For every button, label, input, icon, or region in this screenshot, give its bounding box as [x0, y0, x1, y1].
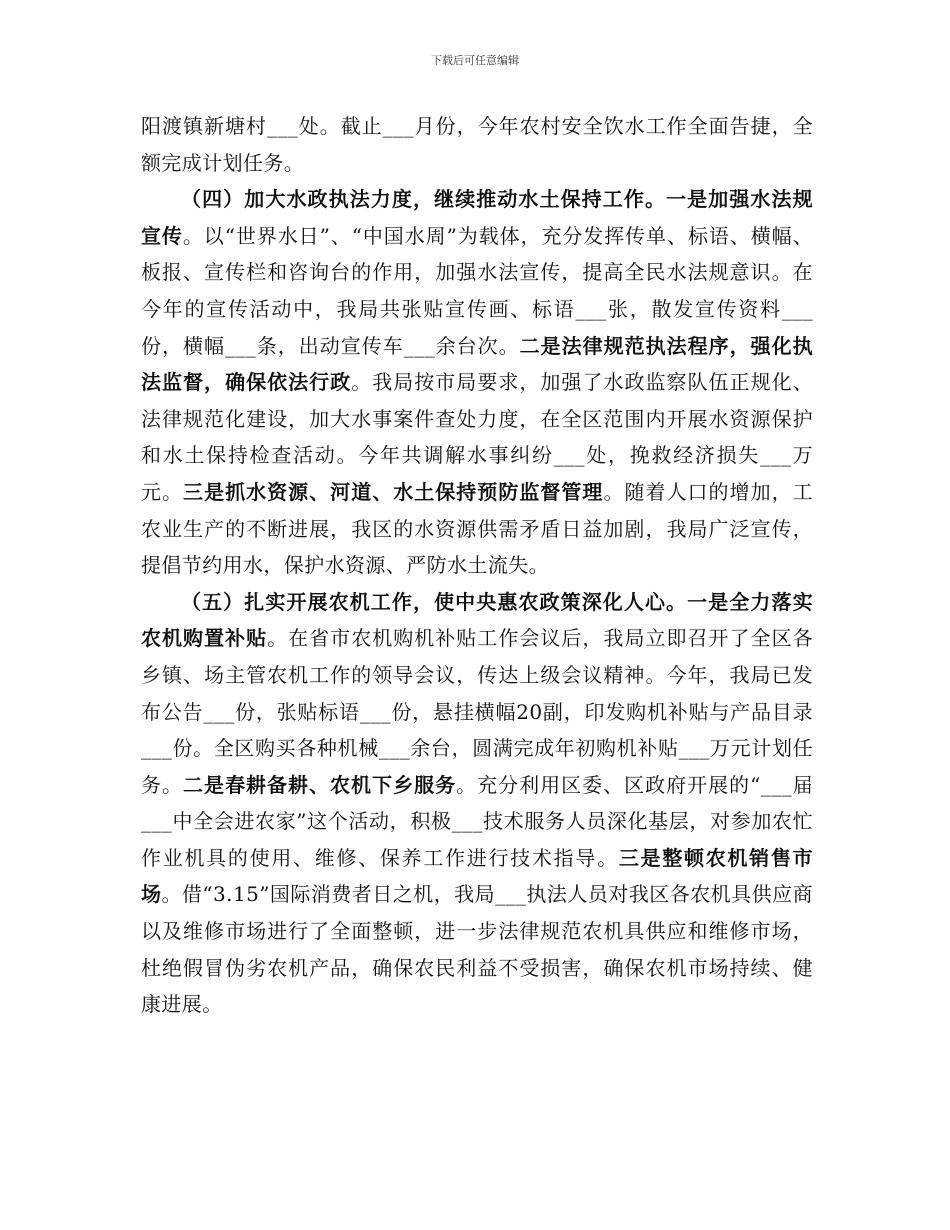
heading-section-5: （五）扎实开展农机工作，使中央惠农政策深化人心。一是全力落实农机购置补贴	[141, 589, 813, 651]
point-2-spring-ploughing: 二是春耕备耕、农机下乡服务	[183, 772, 457, 797]
paragraph-1-text: 阳渡镇新塘村___处。截止___月份，今年农村安全饮水工作全面告捷，全额完成计划任务。	[141, 114, 813, 175]
document-body	[141, 108, 813, 1023]
paragraph-3-text-2: 。充分利用区委、区政府开展的“___届___中全会进农家”这个活动，积极___技术服务人员深化基层，对参加农忙作业机具的使用、维修、保养工作进行技术指导。	[141, 772, 813, 870]
point-2-law-enforcement: 二是法律规范执法程序，强化执法监督，确保依法行政	[141, 333, 813, 395]
paragraph-3-text-3: 。借“3.15”国际消费者日之机，我局___执法人员对我区各农机具供应商以及维修市场进行了全面整顿，进一步法律规范农机具供应和维修市场，杜绝假冒伪劣农机产品，确保农民利益不受损害，确保农机市场持续、健康进展。	[141, 882, 813, 1017]
point-3-market-rectification: 三是整顿农机销售市场	[141, 845, 813, 907]
paragraph-3-text-1: 。在省市农机购机补贴工作会议后，我局立即召开了全区各乡镇、场主管农机工作的领导会议，传达上级会议精神。今年，我局已发布公告___份，张贴标语___份，悬挂横幅20副，印发购机补贴与产品目录___份。全区购买各种机械___余台，圆满完成年初购机补贴___万元计划任务。	[141, 626, 813, 797]
point-3-water-resources: 三是抓水资源、河道、水土保持预防监督管理	[183, 479, 604, 504]
paragraph-3-agri-machinery	[141, 584, 813, 1023]
heading-section-4: （四）加大水政执法力度，继续推动水土保持工作。一是加强水法规宣传	[141, 187, 813, 248]
page-header: 下载后可任意编辑	[431, 54, 519, 67]
paragraph-2-text-2: 。我局按市局要求，加强了水政监察队伍正规化、法律规范化建设，加大水事案件查处力度，在全区范围内开展水资源保护和水土保持检查活动。今年共调解水事纠纷___处，挽救经济损失___万元。	[141, 370, 814, 504]
paragraph-2-water-law	[141, 181, 813, 584]
paragraph-2-text-1: 。以“世界水日”、“中国水周”为载体，充分发挥传单、标语、横幅、板报、宣传栏和咨询台的作用，加强水法宣传，提高全民水法规意识。在今年的宣传活动中，我局共张贴宣传画、标语___张，散发宣传资料___份，横幅___条，出动宣传车___余台次。	[141, 223, 813, 358]
paragraph-2-text-3: 。随着人口的增加，工农业生产的不断进展，我区的水资源供需矛盾日益加剧，我局广泛宣传，提倡节约用水，保护水资源、严防水土流失。	[141, 479, 814, 578]
paragraph-1	[141, 108, 813, 181]
